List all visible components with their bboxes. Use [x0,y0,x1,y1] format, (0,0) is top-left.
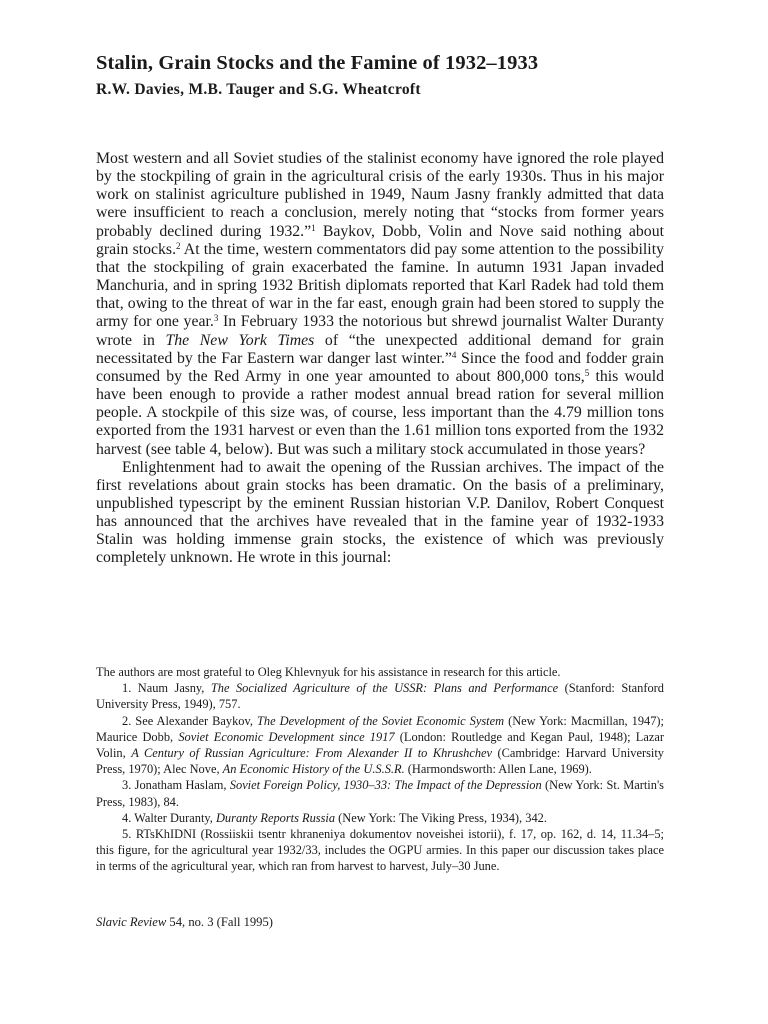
footnote-text: (New York: The Viking Press, 1934), 342. [335,810,547,825]
acknowledgement-note: The authors are most grateful to Oleg Khlevnyuk for his assistance in research for this article. [96,665,561,679]
footnotes [96,664,664,875]
cited-title: An Economic History of the U.S.S.R. [222,762,405,777]
footnote-text: 3. Jonatham Haslam, [122,778,230,793]
article-body [96,150,664,568]
footnote-text: 2. See Alexander Baykov, [122,713,258,728]
footnote-5: 5. RTsKhIDNI (Rossiiskii tsentr khraneniya dokumentov noveishei istorii), f. 17, op. 162, d. 14, 11.34–5; this figure, for the agricultural year 1932/33, includes the OGPU armies. In this paper our discussion takes place in terms of the agricultural year, which ran from harvest to harvest, July–30 June. [96,827,664,874]
footnote-2 [96,713,664,778]
footnote-text: 4. Walter Duranty, [122,810,216,825]
footnote-text: (New York: Macmillan, 1947); Maurice Dobb, [96,713,664,744]
footnote-text: (New York: St. Martin's Press, 1983), 84. [96,778,665,809]
body-text-run: this would have been enough to provide a rather modest annual bread ration for several million people. A stockpile of this size was, of course, less important than the 4.79 million tons exported from the 1931 harvest or even than the 1.61 million tons exported from the 1932 harvest (see table 4, below). But was such a military stock accumulated in those years? [96,367,664,458]
footnote-ref-1: 1 [311,222,316,233]
journal-name: Slavic Review [96,915,167,929]
footnote-ref-4: 4 [451,349,457,360]
footnote-text: (Harmondsworth: Allen Lane, 1969). [404,762,592,777]
footnote-ref-3: 3 [213,313,219,324]
cited-title: Soviet Economic Development since 1917 [178,729,395,744]
cited-title: The Development of the Soviet Economic System [257,713,505,728]
footnote-ref-5: 5 [584,367,590,378]
body-text-run: Baykov, Dobb, Volin and Nove said nothing about grain stocks. [96,222,664,258]
body-text-run: of “the unexpected additional demand for grain necessitated by the Far Eastern war danger last winter.” [96,331,664,367]
journal-citation [96,914,273,930]
article-authors: R.W. Davies, M.B. Tauger and S.G. Wheatcroft [96,81,421,98]
footnote-text: (London: Routledge and Kegan Paul, 1948); Lazar Volin, [96,729,664,761]
footnote-ref-2: 2 [176,240,181,251]
body-text-run: Since the food and fodder grain consumed by the Red Army in one year amounted to about 800,000 tons, [96,349,664,385]
page [96,50,665,929]
body-paragraph-1 [96,150,664,459]
footnote-text: (Cambridge: Harvard University Press, 1970); Alec Nove, [96,746,664,777]
footnote-text: 1. Naum Jasny, [122,681,211,696]
publication-name: The New York Times [165,331,315,349]
body-paragraph-2: Enlightenment had to await the opening of the Russian archives. The impact of the first revelations about grain stocks has been dramatic. On the basis of a preliminary, unpublished typescript by the eminent Russian historian V.P. Danilov, Robert Conquest has announced that the archives have revealed that in the famine year of 1932-1933 Stalin was holding immense grain stocks, the existence of which was previously completely unknown. He wrote in this journal: [96,458,664,567]
article-title: Stalin, Grain Stocks and the Famine of 1932–1933 [96,52,539,74]
cited-title: Soviet Foreign Policy, 1930–33: The Impact of the Depression [229,778,542,793]
cited-title: A Century of Russian Agriculture: From Alexander II to Khrushchev [131,746,493,761]
footnote-1 [96,680,664,712]
footnote-4 [96,810,664,826]
footnote-3 [96,777,664,809]
body-text-run: In February 1933 the notorious but shrewd journalist Walter Duranty wrote in [96,313,664,349]
body-text-run: At the time, western commentators did pay some attention to the possibility that the stockpiling of grain exacerbated the famine. In autumn 1931 Japan invaded Manchuria, and in spring 1932 British diplomats reported that Karl Radek had told them that, owing to the threat of war in the far east, enough grain had been stored to supply the army for one year. [96,240,664,331]
footnote-text: (Stanford: Stanford University Press, 1949), 757. [96,681,665,712]
journal-issue: 54, no. 3 (Fall 1995) [166,915,273,929]
cited-title: The Socialized Agriculture of the USSR: Plans and Performance [210,681,559,696]
cited-title: Duranty Reports Russia [215,810,336,825]
body-text-run: Most western and all Soviet studies of the stalinist economy have ignored the role played by the stockpiling of grain in the agricultural crisis of the early 1930s. Thus in his major work on stalinist agriculture published in 1949, Naum Jasny frankly admitted that data were insufficient to reach a conclusion, merely noting that “stocks from former years probably declined during 1932.” [96,150,664,240]
